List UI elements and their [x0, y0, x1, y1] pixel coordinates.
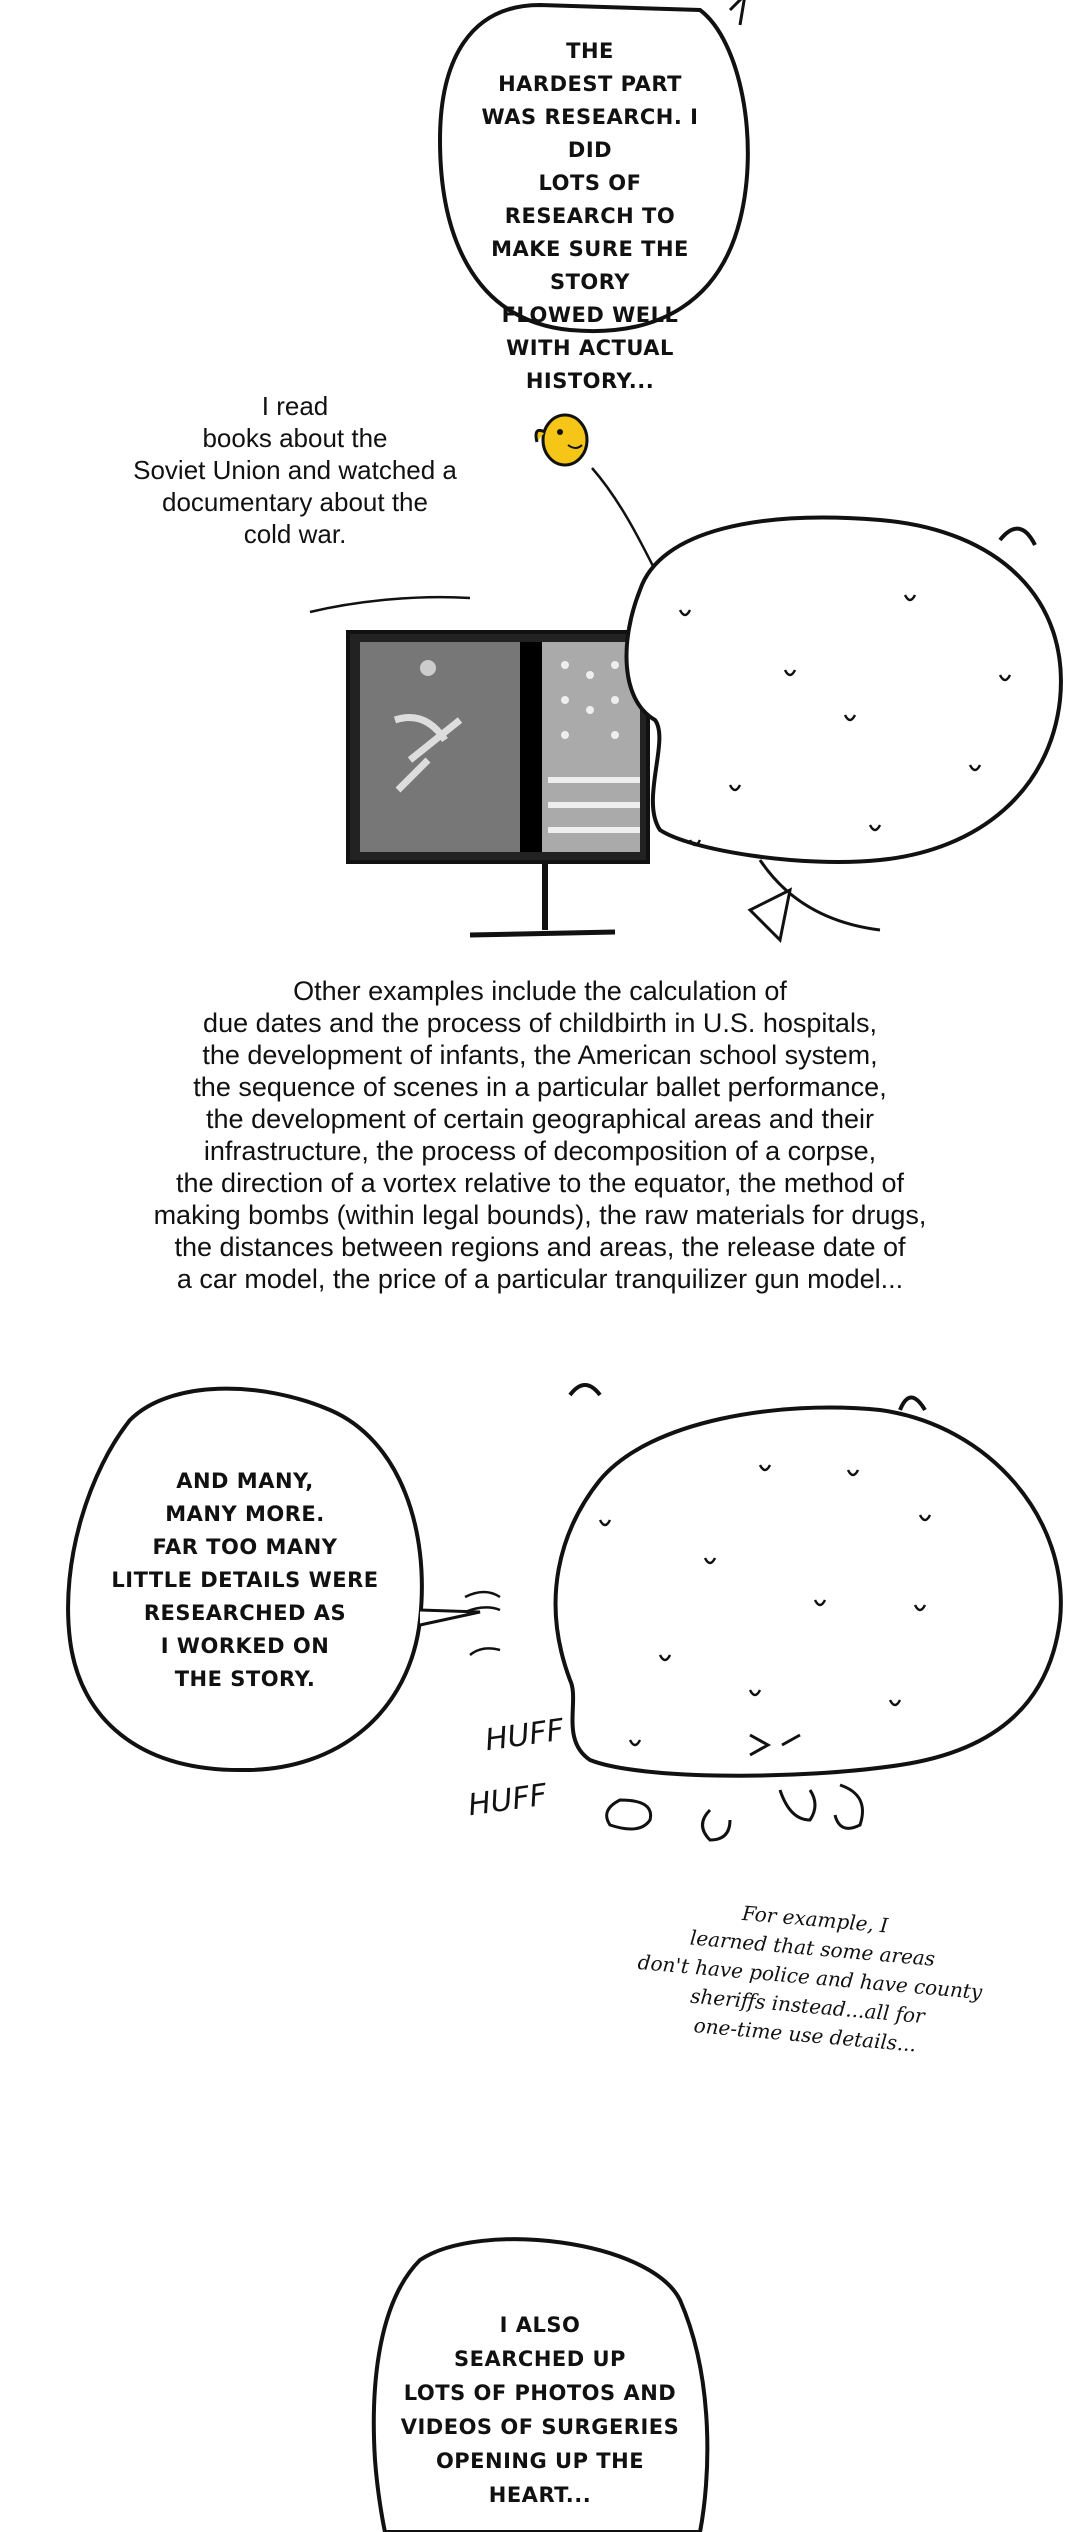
balloon-string	[592, 468, 660, 580]
sfx-huff-1: HUFF	[482, 1712, 567, 1759]
speech-text-more: AND MANY, MANY MORE. FAR TOO MANY LITTLE DETAILS WERE RESEARCHED AS I WORKED ON THE STORY.	[111, 1469, 379, 1691]
caption-research-examples: Other examples include the calculation of due dates and the process of childbirth in U.S. hospitals, the development of infants, the American school system, the sequence of scenes in a particular ballet performance, the development of certain geographical areas and their infrastructure, the process of decomposition of a corpse, the direction of a vortex relative to the equator, the method of making bombs (within legal bounds), the raw materials for drugs, the distances between regions and areas, the release date of a car model, the price of a particular tranquilizer gun model...	[153, 976, 927, 1294]
hamster-character-2	[556, 1385, 1061, 1840]
caption-read-books: I read books about the Soviet Union and watched a documentary about the cold war.	[133, 391, 457, 549]
note-county-sheriffs: For example, I learned that some areas don't have police and have county sheriffs instead...all for one-time use details...	[636, 1900, 984, 2057]
speech-bubble-top-tail	[730, 0, 745, 25]
hamster-character-1	[626, 518, 1060, 940]
monitor-icon	[348, 632, 648, 935]
speech-text-top: THE HARDEST PART WAS RESEARCH. I DID LOTS OF RESEARCH TO MAKE SURE THE STORY FLOWED WELL WITH ACTUAL HISTORY...	[481, 39, 699, 393]
sfx-huff-2: HUFF	[465, 1777, 550, 1824]
duck-icon	[536, 415, 587, 465]
speech-text-bottom: I ALSO SEARCHED UP LOTS OF PHOTOS AND VIDEOS OF SURGERIES OPENING UP THE HEART...	[400, 2313, 680, 2507]
